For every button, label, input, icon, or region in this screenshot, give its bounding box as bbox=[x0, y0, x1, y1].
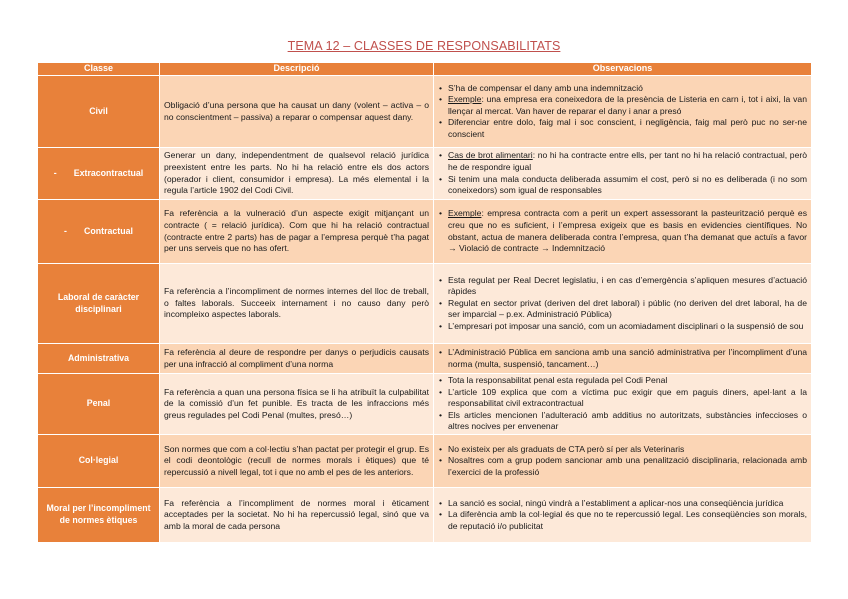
table-row bbox=[38, 264, 812, 344]
observations-list bbox=[438, 375, 807, 433]
header-observacions: Observacions bbox=[434, 63, 812, 76]
table-row bbox=[38, 344, 812, 374]
observations-list bbox=[438, 498, 807, 533]
class-dash: - bbox=[64, 225, 67, 236]
description-cell: Generar un dany, independentment de qualsevol relació jurídica preexistent entre les parts. No hi ha relació entre els dos actors (operador i client, consumidor i empresa). La més elemental i la regula l’article 1902 del Codi Civil. bbox=[160, 148, 434, 200]
observation-text: : empresa contracta com a perit un expert assessorant la pasteurització perquè es creu que no es suficient, i l’empresa exigeix que es basis en evidencies científiques. No obstant, actua de manera deliberada contra l’empresa, quan t’ha demanat que actuïs a favor → Violació de contracte → Indemnització bbox=[448, 208, 807, 254]
class-cell bbox=[38, 374, 160, 435]
observations-cell bbox=[434, 76, 812, 148]
observation-text: Esta regulat per Real Decret legislatiu, i en cas d’emergència s’apliquen mesures d’actuació ràpides bbox=[448, 274, 807, 297]
observation-item bbox=[448, 444, 807, 456]
observations-cell bbox=[434, 200, 812, 264]
table-header-row bbox=[38, 63, 812, 76]
observation-text: L’article 109 explica que com a víctima puc exigir que em paguis diners, apel·lant a la responsabilitat civil extracontractual bbox=[448, 386, 807, 409]
observations-cell bbox=[434, 264, 812, 344]
observations-list bbox=[438, 444, 807, 479]
observation-item bbox=[448, 498, 807, 510]
class-cell bbox=[38, 148, 160, 200]
class-cell bbox=[38, 344, 160, 374]
observations-cell bbox=[434, 487, 812, 542]
table-row bbox=[38, 76, 812, 148]
table-row bbox=[38, 148, 812, 200]
table-row bbox=[38, 374, 812, 435]
class-name: Civil bbox=[89, 105, 108, 116]
observation-text: Els articles mencionen l’adulteració amb additius no autoritzats, substàncies infeccioses o altres nocives per envenenar bbox=[448, 409, 807, 432]
observation-label: Exemple bbox=[448, 208, 482, 219]
observation-label: Cas de brot alimentari bbox=[448, 150, 533, 161]
observation-item bbox=[448, 347, 807, 370]
description-cell: Fa referència al deure de respondre per danys o perjudicis causats per una infracció al compliment d’una norma bbox=[160, 344, 434, 374]
observations-list bbox=[438, 208, 807, 254]
observation-item bbox=[448, 509, 807, 532]
observation-text: Nosaltres com a grup podem sancionar amb una penalització disciplinaria, relacionada amb l’exercici de la professió bbox=[448, 455, 807, 477]
class-name: Penal bbox=[86, 398, 111, 409]
class-dash: - bbox=[53, 167, 57, 178]
class-name: Administrativa bbox=[67, 352, 130, 363]
description-cell: Fa referència a quan una persona física se li ha atribuït la culpabilitat de la comissió d’un fet punible. Es tracta de les infraccions més greus regulades pel Codi Penal (multes, presó…) bbox=[160, 374, 434, 435]
class-cell bbox=[38, 264, 160, 344]
observation-item bbox=[448, 455, 807, 478]
class-name: Contractual bbox=[84, 225, 133, 236]
observation-item bbox=[448, 387, 807, 410]
header-descripcio: Descripció bbox=[160, 63, 434, 76]
observation-text: La sanció es social, ningú vindrà a l’establiment a aplicar-nos una conseqüència jurídica bbox=[448, 497, 784, 508]
observation-item bbox=[448, 410, 807, 433]
observations-list bbox=[438, 150, 807, 196]
observation-text: S’ha de compensar el dany amb una indemnització bbox=[448, 82, 643, 93]
observation-item bbox=[448, 117, 807, 140]
observation-item bbox=[448, 174, 807, 197]
observations-list bbox=[438, 83, 807, 141]
class-name: Col·legial bbox=[78, 455, 119, 466]
observations-list bbox=[438, 347, 807, 370]
observation-text: Tota la responsabilitat penal esta regulada pel Codi Penal bbox=[448, 375, 668, 385]
description-cell: Fa referència a la vulneració d’un aspecte exigit mitjançant un contracte ( = relació jurídica). Com que hi ha relació contractual (contracte entre 2 parts) has de pagar a l’empresa perquè t’ha pagat per uns serveis que no has ofert. bbox=[160, 200, 434, 264]
observations-cell bbox=[434, 148, 812, 200]
observation-item bbox=[448, 83, 807, 95]
class-cell bbox=[38, 200, 160, 264]
header-classe: Classe bbox=[38, 63, 160, 76]
observation-item bbox=[448, 321, 807, 333]
class-name: Moral per l’incompliment de normes ètiques bbox=[46, 503, 151, 525]
observation-text: No existeix per als graduats de CTA però sí per als Veterinaris bbox=[448, 443, 685, 454]
observation-text: L’Administració Pública em sanciona amb una sanció administrativa per l’incompliment d’una norma (multa, suspensió, tancament…) bbox=[448, 346, 807, 369]
observations-cell bbox=[434, 434, 812, 487]
class-name: Extracontractual bbox=[73, 167, 144, 178]
responsibilities-table bbox=[37, 62, 812, 543]
observation-label: Exemple bbox=[448, 94, 482, 105]
observation-text: : no hi ha contracte entre ells, per tant no hi ha relació contractual, però he de respondre igual bbox=[448, 150, 807, 172]
page-title: TEMA 12 – CLASSES DE RESPONSABILITATS bbox=[287, 39, 561, 53]
table-row bbox=[38, 200, 812, 264]
observation-text: : una empresa era coneixedora de la presència de Listeria en carn i, tot i aixi, la van llençar al mercat. Van haver de reparar el dany i anar a presó bbox=[448, 94, 807, 116]
observation-text: Regulat en sector privat (deriven del dret laboral) i públic (no deriven del dret laboral, ha de ser imparcial – p.ex. Administració Pública) bbox=[448, 297, 807, 320]
observation-item bbox=[448, 208, 807, 254]
description-cell: Obligació d’una persona que ha causat un dany (volent – activa – o no conscientment – passiva) a reparar o compensar aquest dany. bbox=[160, 76, 434, 148]
observation-item bbox=[448, 150, 807, 173]
class-cell bbox=[38, 434, 160, 487]
observation-item bbox=[448, 275, 807, 298]
description-cell: Fa referència a l’incompliment de normes moral i èticament acceptades per la societat. No hi ha repercussió legal, sinó que va amb la moral de cada persona bbox=[160, 487, 434, 542]
class-cell bbox=[38, 76, 160, 148]
table-row bbox=[38, 487, 812, 542]
description-cell: Fa referència a l’incompliment de normes internes del lloc de treball, o faltes laborals. Succeeix internament i no causo dany però incompleixo aspectes laborals. bbox=[160, 264, 434, 344]
observations-list bbox=[438, 275, 807, 333]
table-row bbox=[38, 434, 812, 487]
observation-text: Diferenciar entre dolo, faig mal i soc conscient, i negligència, faig mal però puc no ser-ne conscient bbox=[448, 117, 807, 139]
observation-text: La diferència amb la col·legial és que no te repercussió legal. Les conseqüències son morals, de reputació i/o publicitat bbox=[448, 509, 807, 531]
observation-text: Si tenim una mala conducta deliberada assumim el cost, però si no es deliberada (i no som coneixedors) som igual de responsables bbox=[448, 173, 807, 196]
description-cell: Son normes que com a col·lectiu s’han pactat per protegir el grup. Es el codi deontològic (recull de normes morals i ètiques) que té repercussió a nivell legal, tot i que no amb el pes de les anteriors. bbox=[160, 434, 434, 487]
observations-cell bbox=[434, 344, 812, 374]
observation-item bbox=[448, 375, 807, 387]
observations-cell bbox=[434, 374, 812, 435]
observation-text: L’empresari pot imposar una sanció, com un acomiadament disciplinari o la suspensió de sou bbox=[448, 320, 804, 331]
observation-item bbox=[448, 298, 807, 321]
class-cell bbox=[38, 487, 160, 542]
class-name: Laboral de caràcter disciplinari bbox=[57, 291, 140, 314]
observation-item bbox=[448, 94, 807, 117]
